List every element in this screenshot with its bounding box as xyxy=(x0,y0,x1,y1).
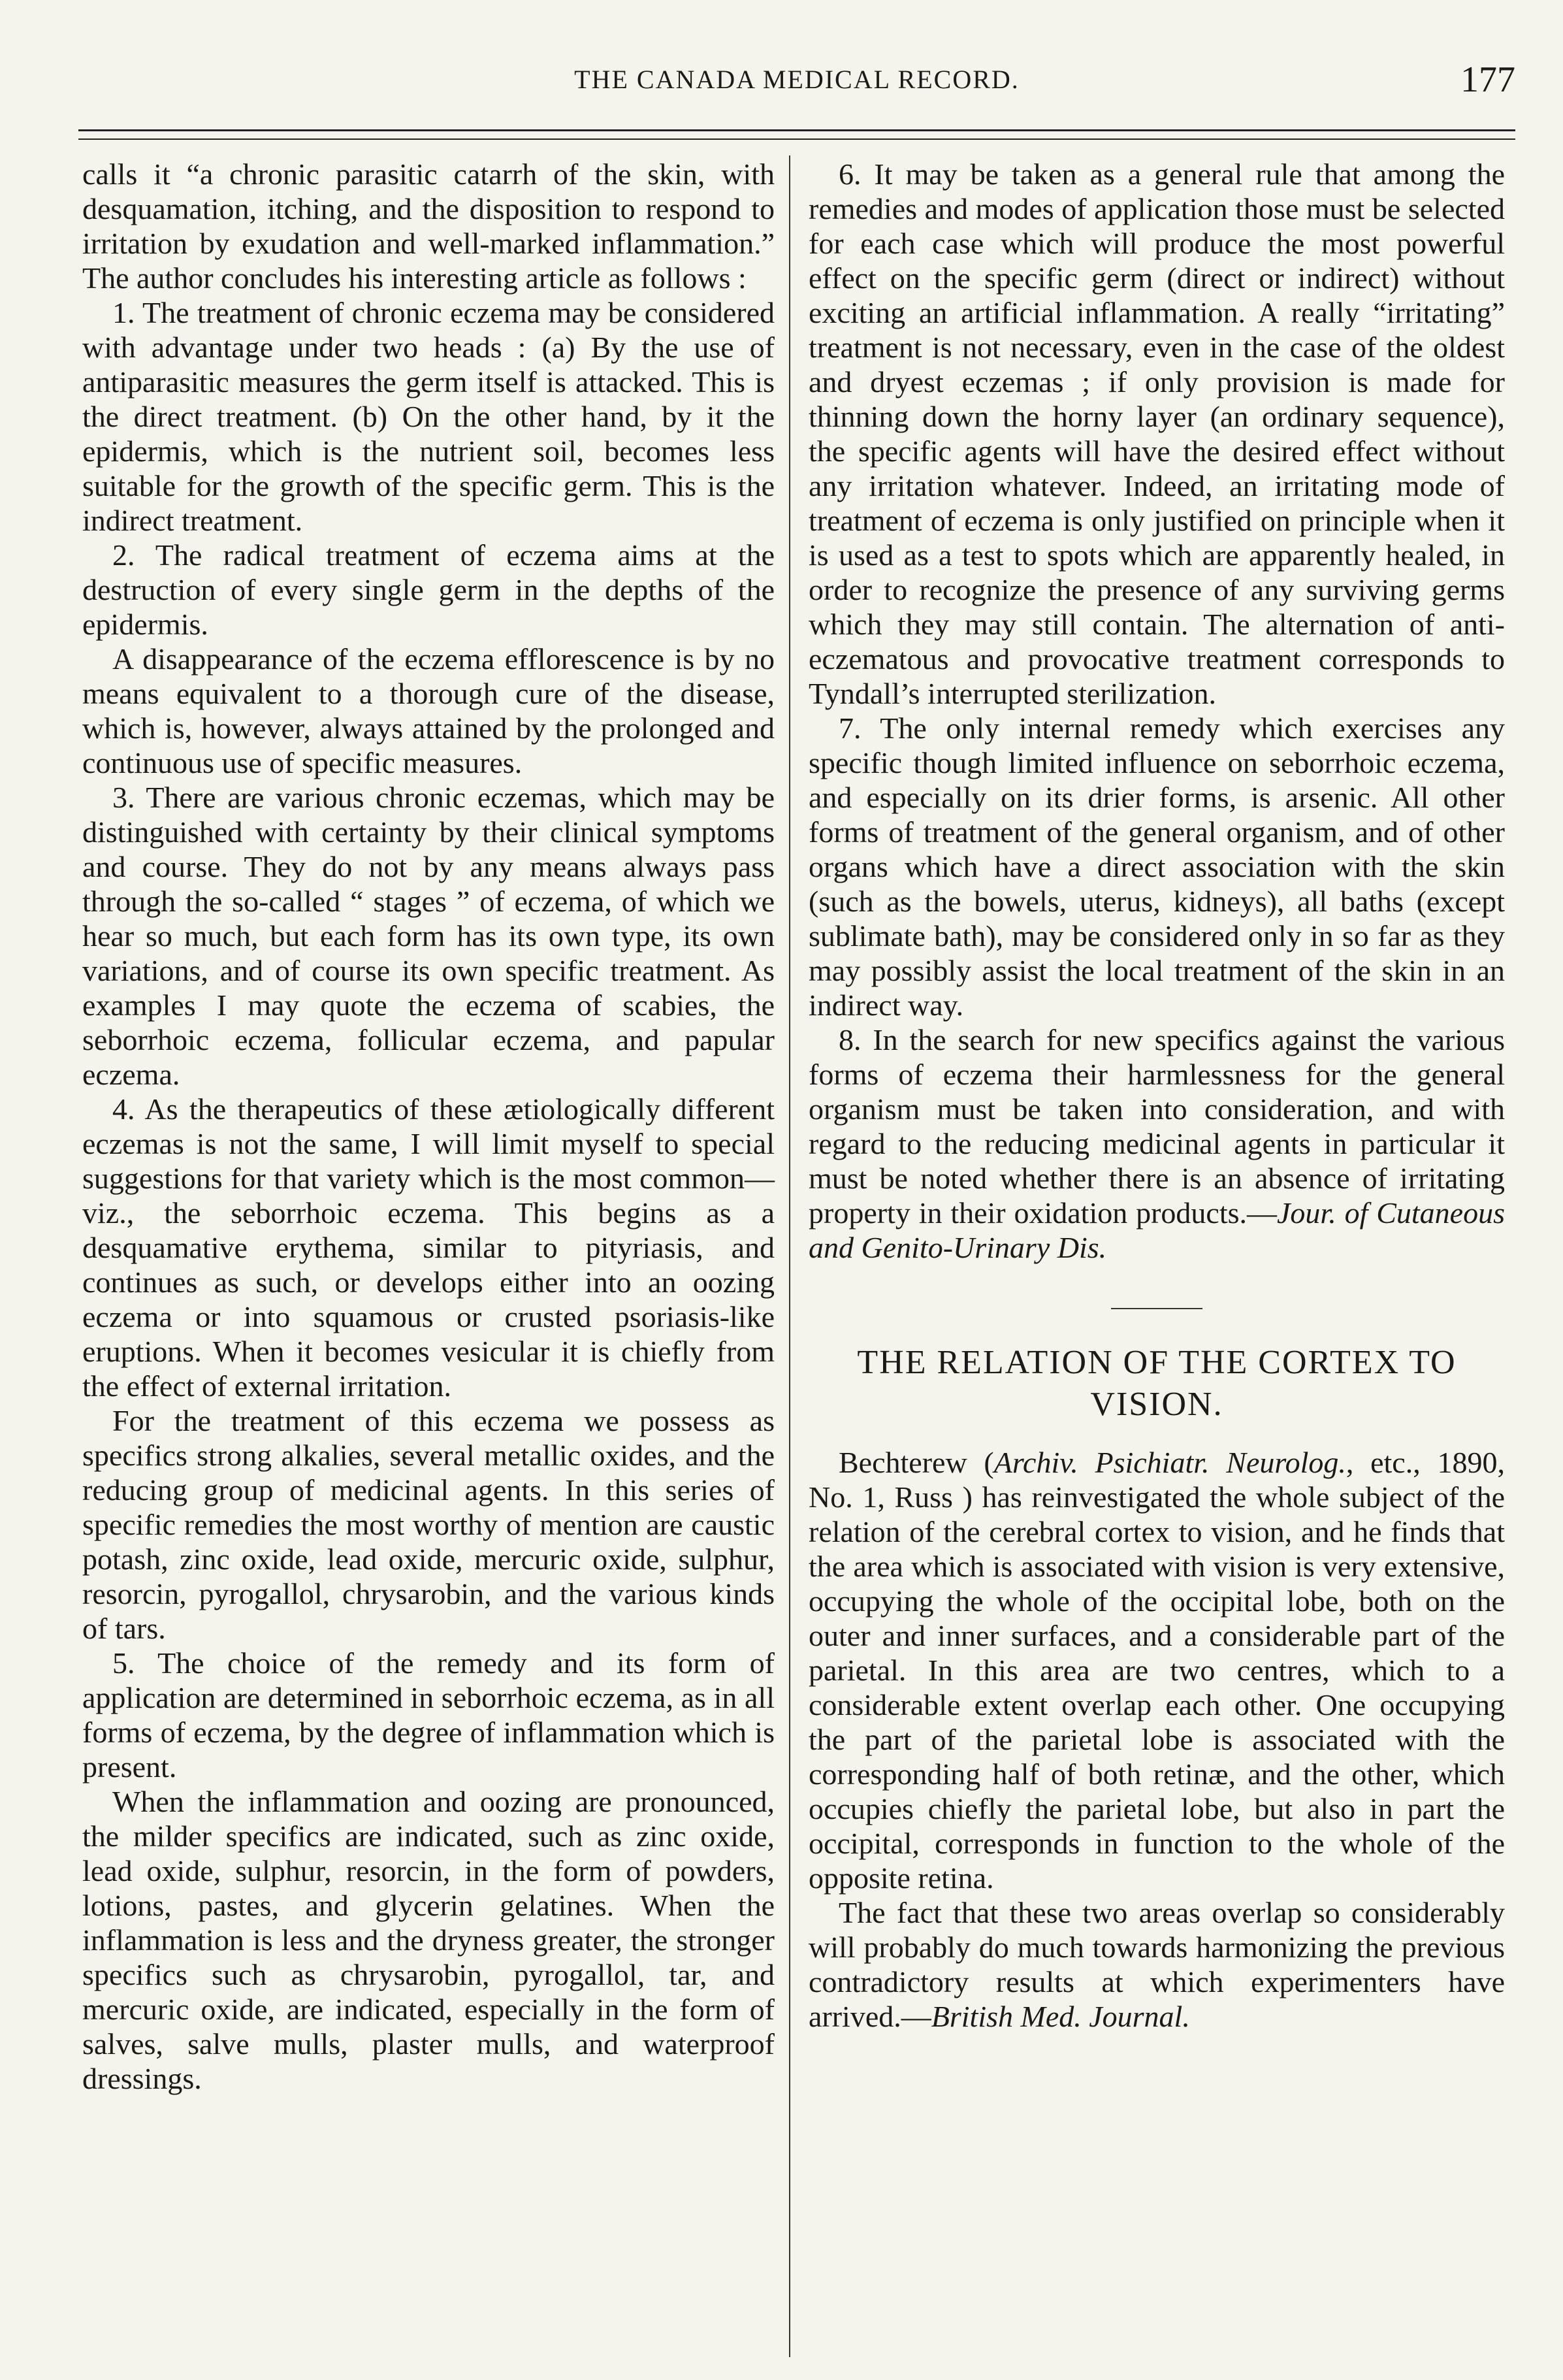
paragraph: 7. The only internal remedy which exercises any specific though limited influence on seborrhoic eczema, and especially on its drier forms, is arsenic. All other forms of treatment of the general organism, and of other organs which have a direct association with the skin (such as the bowels, uterus, kidneys), all baths (except sublimate bath), may be considered only in so far as they may possibly assist the local treatment of the skin in an indirect way. xyxy=(809,711,1505,1022)
paragraph: 5. The choice of the remedy and its form of application are determined in seborrhoic eczema, as in all forms of eczema, by the degree of inflammation which is present. xyxy=(82,1646,775,1784)
header-rule-thick xyxy=(78,129,1515,131)
column-divider xyxy=(789,155,790,2357)
paragraph xyxy=(809,1445,1505,1895)
paragraph: calls it “a chronic parasitic catarrh of the skin, with desquamation, itching, and the disposition to respond to irritation by exudation and well-marked inflammation.” The author concludes his interesting article as follows : xyxy=(82,157,775,295)
right-column xyxy=(809,157,1505,2034)
section-separator xyxy=(1111,1308,1202,1309)
header-rule-thin xyxy=(78,139,1515,140)
paragraph: A disappearance of the eczema efflorescence is by no means equivalent to a thorough cure of the disease, which is, however, always attained by the prolonged and continuous use of specific measures. xyxy=(82,642,775,779)
paragraph-text: The fact that these two areas overlap so considerably will probably do much towards harmonizing the previous contradictory results at which experimenters have arrived.— xyxy=(809,1896,1505,2033)
section-title: THE RELATION OF THE CORTEX TO VISION. xyxy=(857,1344,1457,1423)
paragraph: 1. The treatment of chronic eczema may be considered with advantage under two heads : (a) By the use of antiparasitic measures the germ itself is attacked. This is the direct treatment. (b) On the other hand, by it the epidermis, which is the nutrient soil, becomes less suitable for the growth of the specific germ. This is the indirect treatment. xyxy=(82,296,775,537)
journal-title: Archiv. Psichiatr. Neurolog. xyxy=(993,1446,1346,1479)
paragraph: 4. As the therapeutics of these ætiologically different eczemas is not the same, I will limit myself to special suggestions for that variety which is the most common—viz., the seborrhoic eczema. This begins as a desquamative erythema, similar to pityriasis, and continues as such, or develops either into an oozing eczema or into squamous or crusted psoriasis-like eruptions. When it becomes vesicular it is chiefly from the effect of external irritation. xyxy=(82,1092,775,1403)
paragraph xyxy=(809,1895,1505,2034)
paragraph: 6. It may be taken as a general rule that among the remedies and modes of application those must be selected for each case which will produce the most powerful effect on the specific germ (direct or indirect) without exciting an artificial inflammation. A really “irritating” treatment is not necessary, even in the case of the oldest and dryest eczemas ; if only provision is made for thinning down the horny layer (an ordinary sequence), the specific agents will have the desired effect without any irritation whatever. Indeed, an irritating mode of treatment of eczema is only justified on principle when it is used as a test to spots which are apparently healed, in order to recognize the presence of any surviving germs which they may still contain. The alternation of anti-eczematous and provocative treatment corresponds to Tyndall’s interrupted sterilization. xyxy=(809,157,1505,710)
paragraph-text: , etc., 1890, No. 1, Russ ) has reinvestigated the whole subject of the relation of the cerebral cortex to vision, and he finds that the area which is associated with vision is very extensive, occupying the whole of the occipital lobe, both on the outer and inner surfaces, and a considerable part of the parietal. In this area are two centres, which to a considerable extent overlap each other. One occupying the part of the parietal lobe is associated with the corresponding half of both retinæ, and the other, which occupies chiefly the parietal lobe, but also in part the occipital, corresponds in function to the whole of the opposite retina. xyxy=(809,1446,1505,1895)
citation: British Med. Journal. xyxy=(931,2000,1190,2033)
paragraph-text: Bechterew ( xyxy=(839,1446,994,1479)
paragraph xyxy=(809,1022,1505,1265)
citation: Jour. of Cutaneous and Genito-Urinary Dis. xyxy=(809,1196,1506,1264)
paragraph: When the inflammation and oozing are pronounced, the milder specifics are indicated, such as zinc oxide, lead oxide, sulphur, resorcin, in the form of powders, lotions, pastes, and glycerin gelatines. When the inflammation is less and the dryness greater, the stronger specifics such as chrysarobin, pyrogallol, tar, and mercuric oxide, are indicated, especially in the form of salves, salve mulls, plaster mulls, and waterproof dressings. xyxy=(82,1785,775,2095)
paragraph: For the treatment of this eczema we possess as specifics strong alkalies, several metallic oxides, and the reducing group of medicinal agents. In this series of specific remedies the most worthy of mention are caustic potash, zinc oxide, lead oxide, mercuric oxide, sulphur, resorcin, pyrogallol, chrysarobin, and the various kinds of tars. xyxy=(82,1404,775,1645)
running-head: THE CANADA MEDICAL RECORD. xyxy=(574,65,1020,94)
left-column xyxy=(82,157,775,2096)
paragraph-text: 8. In the search for new specifics against the various forms of eczema their harmlessness for the general organism must be taken into consideration, and with regard to the reducing medicinal agents in particular it must be noted whether there is an absence of irritating property in their oxidation products.— xyxy=(809,1023,1505,1230)
paragraph: 3. There are various chronic eczemas, which may be distinguished with certainty by their clinical symptoms and course. They do not by any means always pass through the so-called “ stages ” of eczema, of which we hear so much, but each form has its own type, its own variations, and of course its own specific treatment. As examples I may quote the eczema of scabies, the seborrhoic eczema, follicular eczema, and papular eczema. xyxy=(82,781,775,1091)
paragraph: 2. The radical treatment of eczema aims at the destruction of every single germ in the depths of the epidermis. xyxy=(82,538,775,641)
page-number: 177 xyxy=(1460,59,1515,100)
page-header xyxy=(78,59,1515,111)
